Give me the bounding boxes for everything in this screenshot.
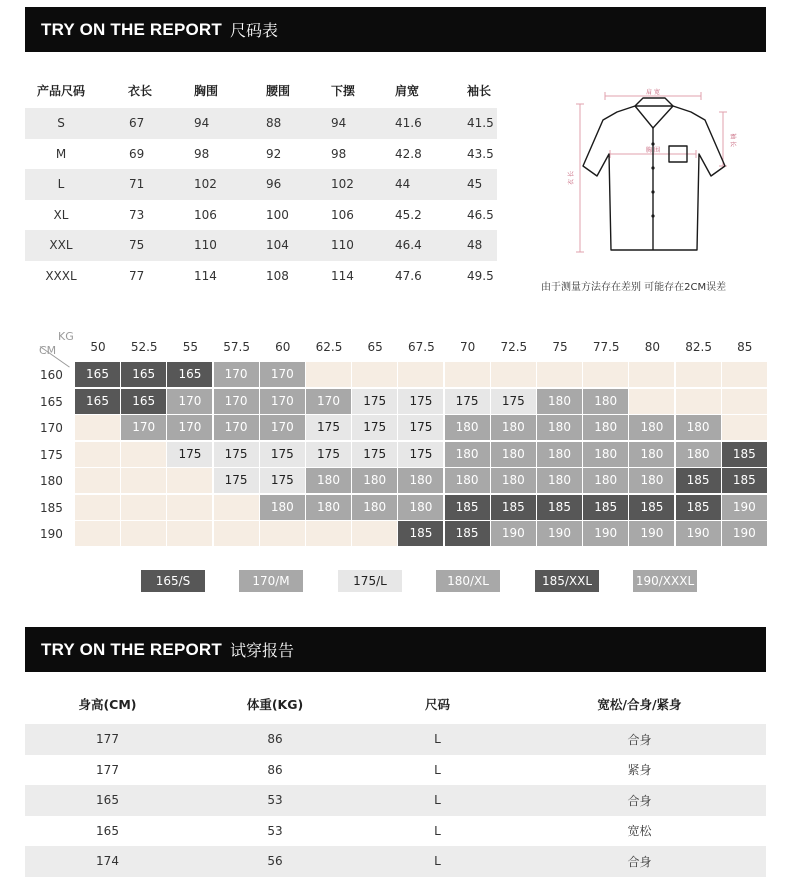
size-grid-cell: 180 (352, 468, 397, 493)
size-grid-cell (306, 521, 351, 546)
size-grid-cell: 185 (676, 468, 721, 493)
size-grid-cell (306, 362, 351, 387)
legend-chip: 185/XXL (535, 570, 599, 592)
size-grid-cell: 190 (583, 521, 628, 546)
size-chart-header (25, 7, 766, 52)
size-grid-cell: 170 (214, 362, 259, 387)
size-cell: 88 (266, 116, 282, 131)
size-cell: 98 (194, 146, 210, 161)
size-table (25, 72, 497, 291)
tryon-cell: 紧身 (627, 763, 652, 778)
size-grid-cell (491, 362, 536, 387)
legend-chip: 190/XXXL (633, 570, 697, 592)
measurement-note: 由于测量方法存在差别 可能存在2CM误差 (541, 282, 727, 293)
size-header-cell: 衣长 (128, 83, 153, 98)
size-grid-cell (629, 362, 674, 387)
shoulder-label: 肩 宽 (646, 89, 660, 96)
size-grid-cell: 180 (537, 415, 582, 440)
tryon-cell: 86 (267, 762, 283, 777)
size-cell: 69 (129, 146, 145, 161)
cm-axis-label: CM (39, 344, 57, 357)
size-grid-cell: 190 (491, 521, 536, 546)
weight-column-header: 80 (644, 340, 661, 354)
size-grid-cell (260, 521, 305, 546)
tryon-cell: 86 (267, 732, 283, 747)
size-grid-cell: 190 (676, 521, 721, 546)
size-grid-cell: 180 (260, 495, 305, 520)
tryon-cell: 177 (96, 762, 119, 777)
weight-column-header: 85 (737, 340, 753, 354)
size-grid-cell (629, 389, 674, 414)
height-row-header: 160 (40, 368, 63, 382)
size-grid-cell: 180 (629, 442, 674, 467)
size-cell: 98 (331, 146, 347, 161)
size-header-cell: 腰围 (266, 83, 291, 98)
tryon-cell: 合身 (627, 793, 652, 808)
tryon-table-row (25, 816, 766, 847)
weight-column-header: 72.5 (500, 340, 528, 354)
size-cell: 100 (266, 207, 289, 222)
size-grid-cell: 180 (398, 468, 443, 493)
weight-column-header: 70 (459, 340, 476, 354)
size-grid-cell (722, 389, 767, 414)
size-grid-cell: 185 (491, 495, 536, 520)
size-grid-cell: 175 (398, 389, 443, 414)
size-cell: 106 (194, 207, 217, 222)
size-grid-cell: 175 (352, 415, 397, 440)
size-cell: 75 (129, 238, 145, 253)
size-grid-cell (167, 468, 212, 493)
legend-chip: 170/M (239, 570, 303, 592)
size-grid-cell: 180 (491, 415, 536, 440)
size-grid-cell: 185 (583, 495, 628, 520)
size-cell: 104 (266, 238, 289, 253)
size-grid-cell (75, 521, 120, 546)
shirt-measurement-diagram (565, 84, 745, 259)
tryon-title-en: TRY ON THE REPORT (41, 639, 222, 659)
size-grid-cell: 175 (306, 415, 351, 440)
tryon-table (25, 684, 766, 877)
size-grid-cell: 180 (583, 415, 628, 440)
size-grid-cell: 180 (537, 389, 582, 414)
size-grid-cell: 185 (445, 495, 490, 520)
size-cell: 73 (129, 207, 145, 222)
tryon-cell: 合身 (627, 732, 652, 747)
size-grid-cell (75, 495, 120, 520)
size-grid-cell: 170 (306, 389, 351, 414)
tryon-table-row (25, 846, 766, 877)
tryon-cell: L (434, 762, 441, 777)
size-grid-cell: 180 (629, 415, 674, 440)
size-grid-cell (676, 362, 721, 387)
size-grid-cell: 175 (398, 442, 443, 467)
size-cell: 45 (467, 177, 483, 192)
tryon-cell: L (434, 823, 441, 838)
weight-column-header: 75 (552, 340, 568, 354)
size-grid-cell: 175 (167, 442, 212, 467)
weight-column-header: 52.5 (130, 340, 158, 354)
size-grid-cell: 165 (75, 389, 120, 414)
tryon-cell: 56 (267, 854, 283, 869)
size-cell: 96 (266, 177, 282, 192)
size-table-row (25, 230, 497, 261)
size-cell: 114 (331, 268, 354, 283)
size-grid-cell: 180 (583, 468, 628, 493)
height-row-header: 175 (40, 447, 63, 462)
weight-column-header: 65 (367, 340, 383, 354)
size-cell: 110 (331, 238, 354, 253)
size-cell: 46.4 (395, 238, 422, 253)
tryon-table-row (25, 785, 766, 816)
size-grid-cell (121, 495, 166, 520)
size-grid-cell: 175 (260, 468, 305, 493)
size-chart-title-en: TRY ON THE REPORT (41, 19, 222, 39)
tryon-cell: 177 (96, 732, 119, 747)
weight-column-header: 82.5 (685, 340, 712, 354)
grid-corner (38, 332, 74, 362)
size-grid-cell: 165 (75, 362, 120, 387)
tryon-cell: 165 (96, 823, 119, 838)
size-grid-cell: 170 (121, 415, 166, 440)
size-grid-cell: 180 (537, 442, 582, 467)
size-grid-cell (75, 415, 120, 440)
size-grid-cell: 185 (722, 442, 767, 467)
size-cell: 46.5 (467, 207, 494, 222)
size-grid-cell: 185 (398, 521, 443, 546)
size-table-row (25, 108, 497, 139)
size-grid-cell: 190 (722, 521, 767, 546)
size-grid-cell: 180 (676, 442, 721, 467)
size-grid-cell: 185 (629, 495, 674, 520)
size-grid-cell (722, 415, 767, 440)
size-cell: 49.5 (467, 268, 494, 283)
size-grid-cell: 175 (306, 442, 351, 467)
size-grid-cell (167, 495, 212, 520)
size-grid-cell: 185 (722, 468, 767, 493)
size-cell: 114 (194, 268, 217, 283)
tryon-header-cell: 宽松/合身/紧身 (597, 697, 682, 712)
size-table-row (25, 139, 497, 170)
size-table-row (25, 261, 497, 292)
size-grid-cell: 180 (491, 468, 536, 493)
weight-column-header: 60 (275, 340, 291, 354)
size-grid-cell (75, 442, 120, 467)
size-cell: 110 (194, 238, 217, 253)
size-grid-cell: 180 (352, 495, 397, 520)
size-grid-cell (676, 389, 721, 414)
size-grid-cell: 170 (214, 415, 259, 440)
size-grid-cell: 165 (167, 362, 212, 387)
tryon-table-header (25, 684, 766, 724)
size-grid-cell: 170 (167, 415, 212, 440)
weight-column-header: 62.5 (315, 340, 343, 354)
size-grid-cell: 170 (260, 362, 305, 387)
size-grid-cell: 190 (722, 495, 767, 520)
size-grid-cell (352, 521, 397, 546)
tryon-cell: 合身 (627, 854, 652, 869)
weight-column-header: 55 (182, 340, 199, 354)
height-row-header: 185 (40, 500, 63, 515)
height-row-header: 165 (40, 394, 63, 409)
size-grid-cell (352, 362, 397, 387)
size-cell: 41.6 (395, 116, 422, 131)
size-grid-cell: 170 (260, 415, 305, 440)
size-grid-cell: 180 (583, 389, 628, 414)
height-row-header: 190 (40, 527, 63, 541)
size-grid-cell (121, 521, 166, 546)
size-header-cell: 袖长 (467, 83, 492, 98)
size-cell: XXXL (45, 268, 77, 283)
size-cell: 92 (266, 146, 282, 161)
tryon-cell: 53 (267, 823, 283, 838)
size-grid-cell: 170 (167, 389, 212, 414)
size-table-row (25, 200, 497, 231)
size-grid-cell: 165 (121, 362, 166, 387)
size-cell: L (57, 177, 65, 192)
tryon-cell: L (434, 854, 441, 869)
size-cell: 71 (129, 177, 145, 192)
size-grid-cell: 185 (445, 521, 490, 546)
kg-axis-label: KG (58, 330, 74, 343)
size-cell: S (57, 116, 65, 131)
size-grid-cell: 180 (583, 442, 628, 467)
size-cell: XXL (49, 238, 73, 253)
size-header-cell: 肩宽 (395, 83, 420, 98)
size-cell: 94 (194, 116, 210, 131)
size-cell: 41.5 (467, 116, 494, 131)
size-table-row (25, 169, 497, 200)
size-grid-cell: 170 (260, 389, 305, 414)
length-label: 衣 长 (568, 171, 575, 185)
size-grid-cell: 175 (214, 442, 259, 467)
size-chart-title-cn: 尺码表 (229, 21, 278, 40)
size-table-header (25, 72, 497, 108)
size-grid-cell: 180 (445, 415, 490, 440)
tryon-cell: 宽松 (627, 824, 652, 839)
size-grid-cell (214, 495, 259, 520)
size-cell: 102 (194, 177, 217, 192)
size-grid-cell: 175 (352, 442, 397, 467)
tryon-title-cn: 试穿报告 (229, 641, 294, 660)
size-grid-cell (214, 521, 259, 546)
size-grid-cell: 175 (398, 415, 443, 440)
chest-label: 胸 围 (646, 147, 660, 154)
size-header-cell: 产品尺码 (36, 83, 85, 98)
size-grid-cell: 180 (676, 415, 721, 440)
size-cell: 102 (331, 177, 354, 192)
tryon-report-header (25, 627, 766, 672)
size-header-cell: 胸围 (194, 83, 219, 98)
size-grid-cell (75, 468, 120, 493)
size-cell: 77 (129, 268, 145, 283)
size-cell: 44 (395, 177, 411, 192)
size-cell: 106 (331, 207, 354, 222)
tryon-table-row (25, 755, 766, 786)
size-grid-cell: 190 (629, 521, 674, 546)
size-cell: 45.2 (395, 207, 422, 222)
size-grid-cell (445, 362, 490, 387)
size-grid-cell (398, 362, 443, 387)
size-grid-cell (722, 362, 767, 387)
size-grid-cell: 180 (306, 495, 351, 520)
size-grid-cell: 180 (629, 468, 674, 493)
size-grid-cell: 175 (491, 389, 536, 414)
size-cell: M (55, 146, 67, 161)
size-grid-cell: 185 (537, 495, 582, 520)
weight-column-header: 67.5 (408, 340, 435, 354)
tryon-header-cell: 尺码 (424, 697, 450, 712)
legend-chip: 165/S (141, 570, 205, 592)
size-grid-cell: 180 (398, 495, 443, 520)
size-grid-cell: 175 (214, 468, 259, 493)
tryon-header-cell: 体重(KG) (246, 697, 304, 712)
legend-chip: 175/L (338, 570, 402, 592)
size-grid-cell: 175 (445, 389, 490, 414)
sleeve-label: 袖 长 (729, 133, 736, 147)
tryon-table-row (25, 724, 766, 755)
size-grid-cell: 180 (306, 468, 351, 493)
size-grid-cell: 175 (352, 389, 397, 414)
size-grid-cell (583, 362, 628, 387)
size-grid-cell: 185 (676, 495, 721, 520)
weight-column-header: 77.5 (592, 340, 620, 354)
size-grid-cell: 165 (121, 389, 166, 414)
size-grid-cell (121, 442, 166, 467)
legend-chip: 180/XL (436, 570, 500, 592)
tryon-header-cell: 身高(CM) (78, 697, 137, 712)
height-row-header: 180 (40, 474, 63, 488)
size-cell: 43.5 (467, 146, 494, 161)
height-row-header: 170 (40, 421, 63, 435)
size-grid-cell: 180 (491, 442, 536, 467)
tryon-cell: L (434, 732, 441, 747)
size-cell: 42.8 (395, 146, 422, 161)
size-grid-cell (537, 362, 582, 387)
size-grid-cell: 180 (537, 468, 582, 493)
tryon-cell: 174 (96, 854, 119, 869)
weight-column-header: 50 (90, 340, 106, 354)
tryon-cell: L (434, 793, 441, 808)
size-grid-cell: 190 (537, 521, 582, 546)
size-grid-cell (121, 468, 166, 493)
size-cell: 48 (467, 238, 483, 253)
size-grid-cell: 180 (445, 442, 490, 467)
size-grid-cell: 180 (445, 468, 490, 493)
size-cell: 47.6 (395, 268, 422, 283)
size-cell: XL (53, 207, 69, 222)
size-grid-cell: 170 (214, 389, 259, 414)
size-cell: 67 (129, 116, 145, 131)
size-grid-cell (167, 521, 212, 546)
size-grid-cell: 175 (260, 442, 305, 467)
weight-column-header: 57.5 (223, 340, 250, 354)
tryon-cell: 165 (96, 793, 119, 808)
tryon-cell: 53 (267, 793, 283, 808)
size-cell: 94 (331, 116, 347, 131)
size-header-cell: 下摆 (331, 83, 356, 98)
size-cell: 108 (266, 268, 289, 283)
